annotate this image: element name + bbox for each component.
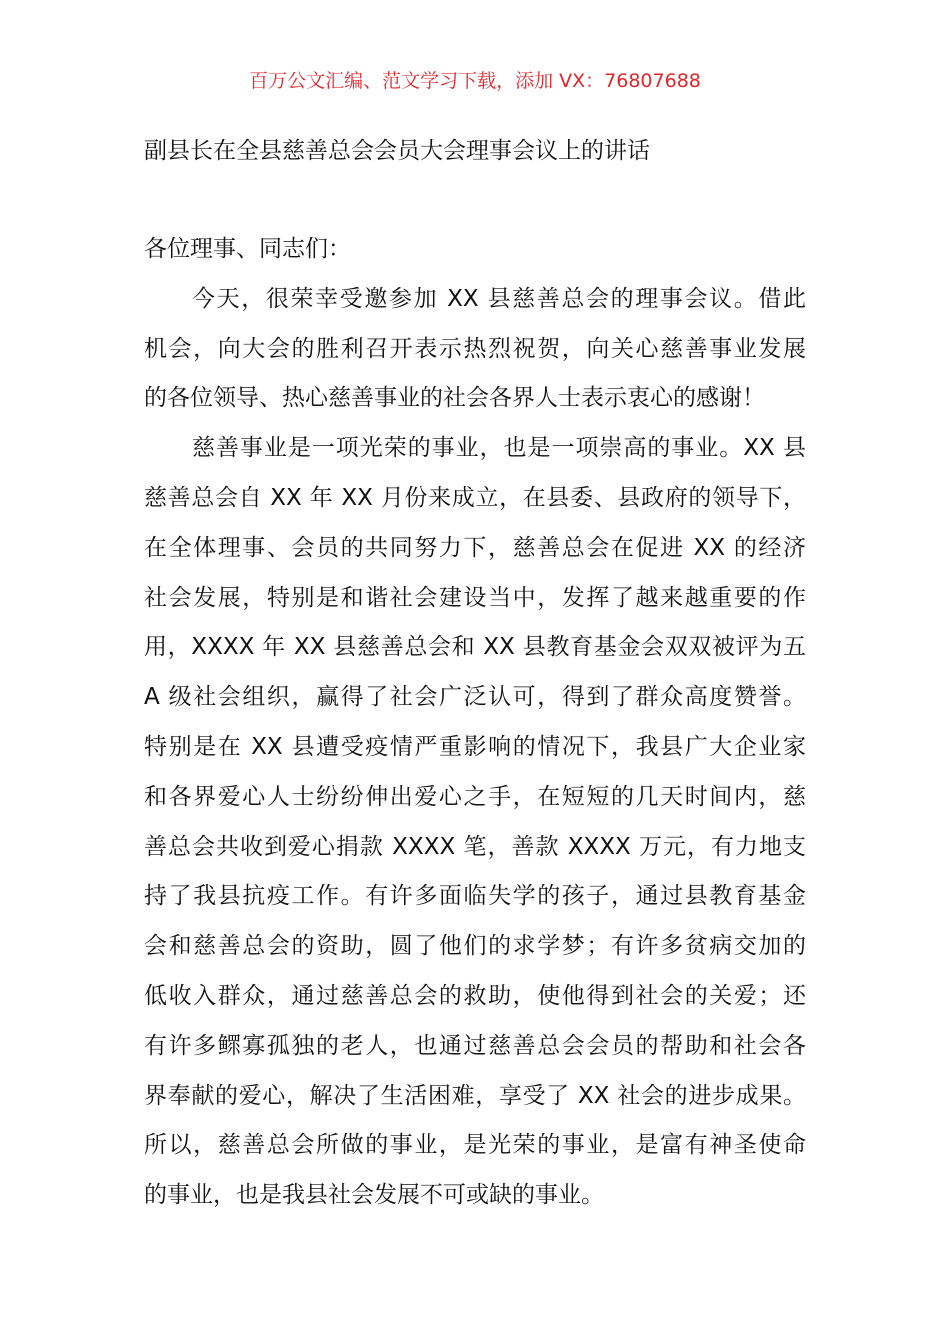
paragraph-line: 社会发展，特别是和谐社会建设当中，发挥了越来越重要的作 [144,584,806,611]
greeting: 各位理事、同志们： [144,236,351,262]
paragraph-line: 的各位领导、热心慈善事业的社会各界人士表示衷心的感谢！ [144,385,765,412]
paragraph-line: 界奉献的爱心，解决了生活困难，享受了 XX 社会的进步成果。 [144,1082,806,1109]
paragraph-line: 和各界爱心人士纷纷伸出爱心之手，在短短的几天时间内，慈 [144,783,806,810]
paragraph-2 [144,424,806,1221]
paragraph-line: 用，XXXX 年 XX 县慈善总会和 XX 县教育基金会双双被评为五 [144,634,806,661]
watermark-header: 百万公文汇编、范文学习下载，添加 VX：76807688 [249,70,701,92]
paragraph-line: 在全体理事、会员的共同努力下，慈善总会在促进 XX 的经济 [144,534,806,561]
paragraph-line: 慈善事业是一项光荣的事业，也是一项崇高的事业。XX 县 [192,435,806,462]
paragraph-line: 会和慈善总会的资助，圆了他们的求学梦；有许多贫病交加的 [144,933,806,960]
paragraph-line: 特别是在 XX 县遭受疫情严重影响的情况下，我县广大企业家 [144,733,806,760]
document-body [144,225,806,1221]
paragraph-line: 善总会共收到爱心捐款 XXXX 笔，善款 XXXX 万元，有力地支 [144,833,806,860]
paragraph-line: 所以，慈善总会所做的事业，是光荣的事业，是富有神圣使命 [144,1132,806,1159]
document-title: 副县长在全县慈善总会会员大会理事会议上的讲话 [144,138,650,164]
paragraph-line: 慈善总会自 XX 年 XX 月份来成立，在县委、县政府的领导下， [144,484,806,511]
paragraph-line: 机会，向大会的胜利召开表示热烈祝贺，向关心慈善事业发展 [144,335,806,362]
paragraph-line: 今天，很荣幸受邀参加 XX 县慈善总会的理事会议。借此 [192,285,806,312]
paragraph-line: 低收入群众，通过慈善总会的救助，使他得到社会的关爱；还 [144,982,806,1009]
paragraph-line: A 级社会组织，赢得了社会广泛认可，得到了群众高度赞誉。 [144,684,806,711]
paragraph-1 [144,275,806,424]
paragraph-line: 的事业，也是我县社会发展不可或缺的事业。 [144,1182,604,1209]
paragraph-line: 持了我县抗疫工作。有许多面临失学的孩子，通过县教育基金 [144,883,806,910]
paragraph-line: 有许多鳏寡孤独的老人，也通过慈善总会会员的帮助和社会各 [144,1032,806,1059]
